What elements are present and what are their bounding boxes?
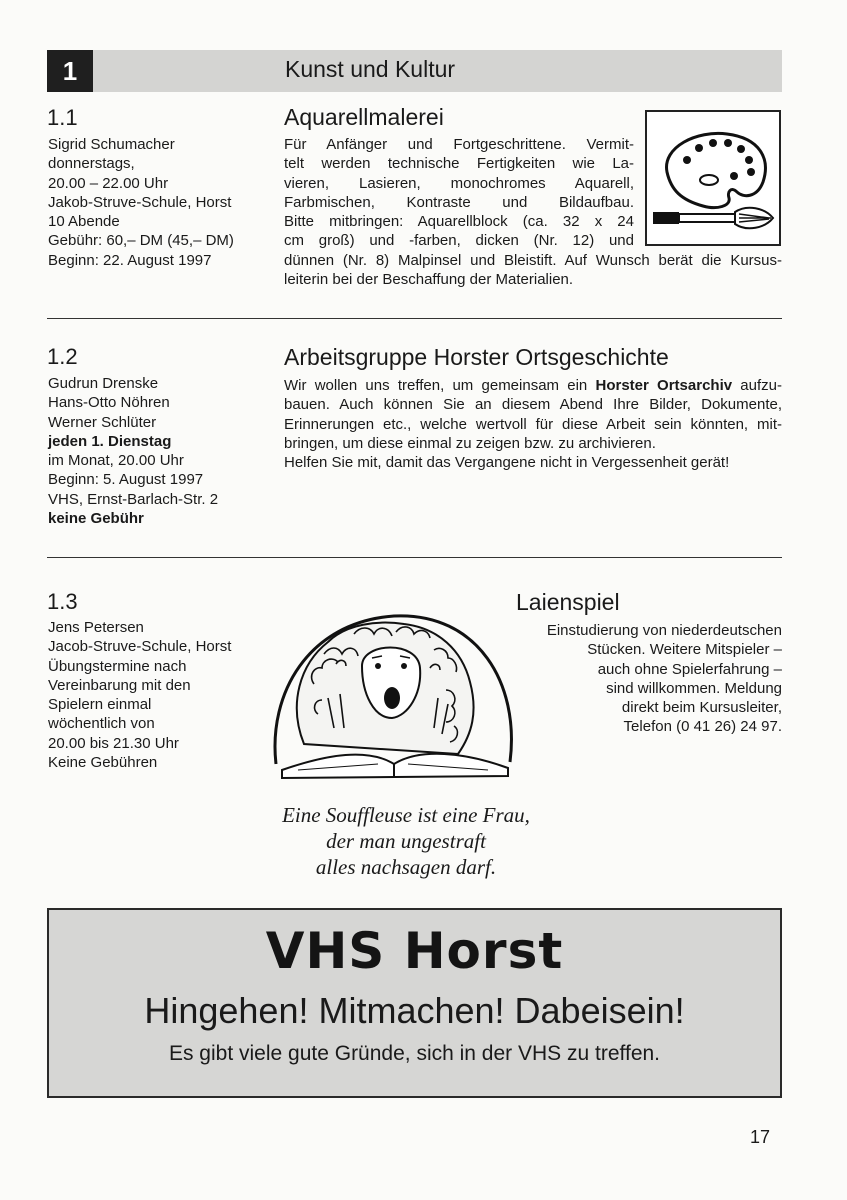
course-description <box>547 621 782 737</box>
course-title: Laienspiel <box>516 589 620 615</box>
course-description <box>284 376 782 472</box>
course-description-cont <box>284 251 782 290</box>
meta-line: Jens Petersen <box>48 619 144 636</box>
description-line: Einstudierung von niederdeutschen <box>546 622 782 639</box>
meta-line: Jakob-Struve-Schule, Horst <box>48 193 232 211</box>
course-meta <box>48 135 234 270</box>
section-number-badge: 1 <box>47 50 93 92</box>
description-line: telt werden technische Fertigkeiten wie La- <box>284 155 634 173</box>
quote-line: Eine Souffleuse ist eine Frau, <box>282 803 530 827</box>
description-line <box>284 376 782 395</box>
meta-line: donnerstags, <box>48 155 135 173</box>
section-divider <box>47 318 782 319</box>
description-line: vieren, Lasieren, monochromes Aquarell, <box>284 174 634 192</box>
description-line: Farbmischen, Kontraste und Bildaufbau. <box>284 193 634 211</box>
meta-line: Hans-Otto Nöhren <box>48 394 170 412</box>
description-line: leiterin bei der Beschaffung der Materialien. <box>284 271 574 289</box>
course-title: Arbeitsgruppe Horster Ortsgeschichte <box>284 344 669 370</box>
meta-line: keine Gebühr <box>48 510 144 528</box>
meta-line: Gebühr: 60,– DM (45,– DM) <box>48 232 234 250</box>
meta-line: Werner Schlüter <box>48 413 157 431</box>
meta-line: wöchentlich von <box>48 715 155 733</box>
banner-slogan: Hingehen! Mitmachen! Dabeisein! <box>144 990 685 1031</box>
description-line: Bitte mitbringen: Aquarellblock (ca. 32 x 24 <box>284 213 634 231</box>
meta-line: Beginn: 22. August 1997 <box>48 251 212 269</box>
description-line: Erinnerungen etc., welche wertvoll für diese Arbeit sein könnten, mit- <box>284 415 782 433</box>
section-divider <box>47 557 782 558</box>
meta-line: Vereinbarung mit den <box>48 676 191 694</box>
course-meta <box>48 618 231 772</box>
meta-line: Beginn: 5. August 1997 <box>48 471 204 489</box>
meta-line: 10 Abende <box>48 213 120 231</box>
description-highlight: Horster Ortsarchiv <box>595 377 733 394</box>
banner-subline: Es gibt viele gute Gründe, sich in der VHS zu treffen. <box>168 1042 661 1065</box>
meta-line: 20.00 – 22.00 Uhr <box>48 174 169 192</box>
meta-line: Übungstermine nach <box>48 657 187 675</box>
meta-line: Gudrun Drenske <box>48 375 159 392</box>
meta-line: VHS, Ernst-Barlach-Str. 2 <box>48 490 219 508</box>
prompter-woman-icon <box>258 594 528 794</box>
meta-line: Spielern einmal <box>48 696 152 714</box>
description-line: direkt beim Kursusleiter, <box>621 699 782 717</box>
meta-line: Sigrid Schumacher <box>48 136 175 153</box>
section-title: Kunst und Kultur <box>285 56 456 82</box>
description-line: bringen, um diese einmal zu zeigen bzw. zu archivieren. <box>284 434 656 452</box>
description-line: Helfen Sie mit, damit das Vergangene nicht in Vergessenheit gerät! <box>284 454 730 472</box>
description-text: aufzu- <box>732 377 782 394</box>
course-number: 1.3 <box>47 589 78 614</box>
course-description <box>284 135 634 251</box>
meta-line: im Monat, 20.00 Uhr <box>48 452 184 470</box>
description-line: Stücken. Weitere Mitspieler – <box>587 641 782 659</box>
page-number: 17 <box>750 1127 771 1147</box>
description-text: Wir wollen uns treffen, um gemeinsam ein <box>284 377 596 394</box>
course-title: Aquarellmalerei <box>284 104 444 130</box>
description-line: sind willkommen. Meldung <box>606 679 782 697</box>
course-number: 1.1 <box>47 105 78 130</box>
description-line: bauen. Auch können Sie an diesem Abend Ihre Bilder, Dokumente, <box>284 396 782 414</box>
description-line: Telefon (0 41 26) 24 97. <box>623 718 782 736</box>
course-number: 1.2 <box>47 344 78 369</box>
description-line: cm groß) und -farben, dicken (Nr. 12) und <box>284 232 634 250</box>
description-line: dünnen (Nr. 8) Malpinsel und Bleistift. Auf Wunsch berät die Kursus- <box>284 251 782 269</box>
banner-title: VHS Horst <box>265 922 564 980</box>
palette-brush-icon <box>645 110 781 246</box>
quote-line: alles nachsagen darf. <box>315 855 497 879</box>
quote <box>246 802 566 880</box>
meta-line: Keine Gebühren <box>48 754 158 772</box>
description-line: auch ohne Spielerfahrung – <box>597 660 782 678</box>
course-meta <box>48 374 218 528</box>
meta-line: Jacob-Struve-Schule, Horst <box>48 638 232 656</box>
quote-line: der man ungestraft <box>326 829 486 853</box>
description-line: Für Anfänger und Fortgeschrittene. Vermit- <box>284 136 634 153</box>
meta-line: 20.00 bis 21.30 Uhr <box>48 734 179 752</box>
meta-line: jeden 1. Dienstag <box>48 432 172 450</box>
